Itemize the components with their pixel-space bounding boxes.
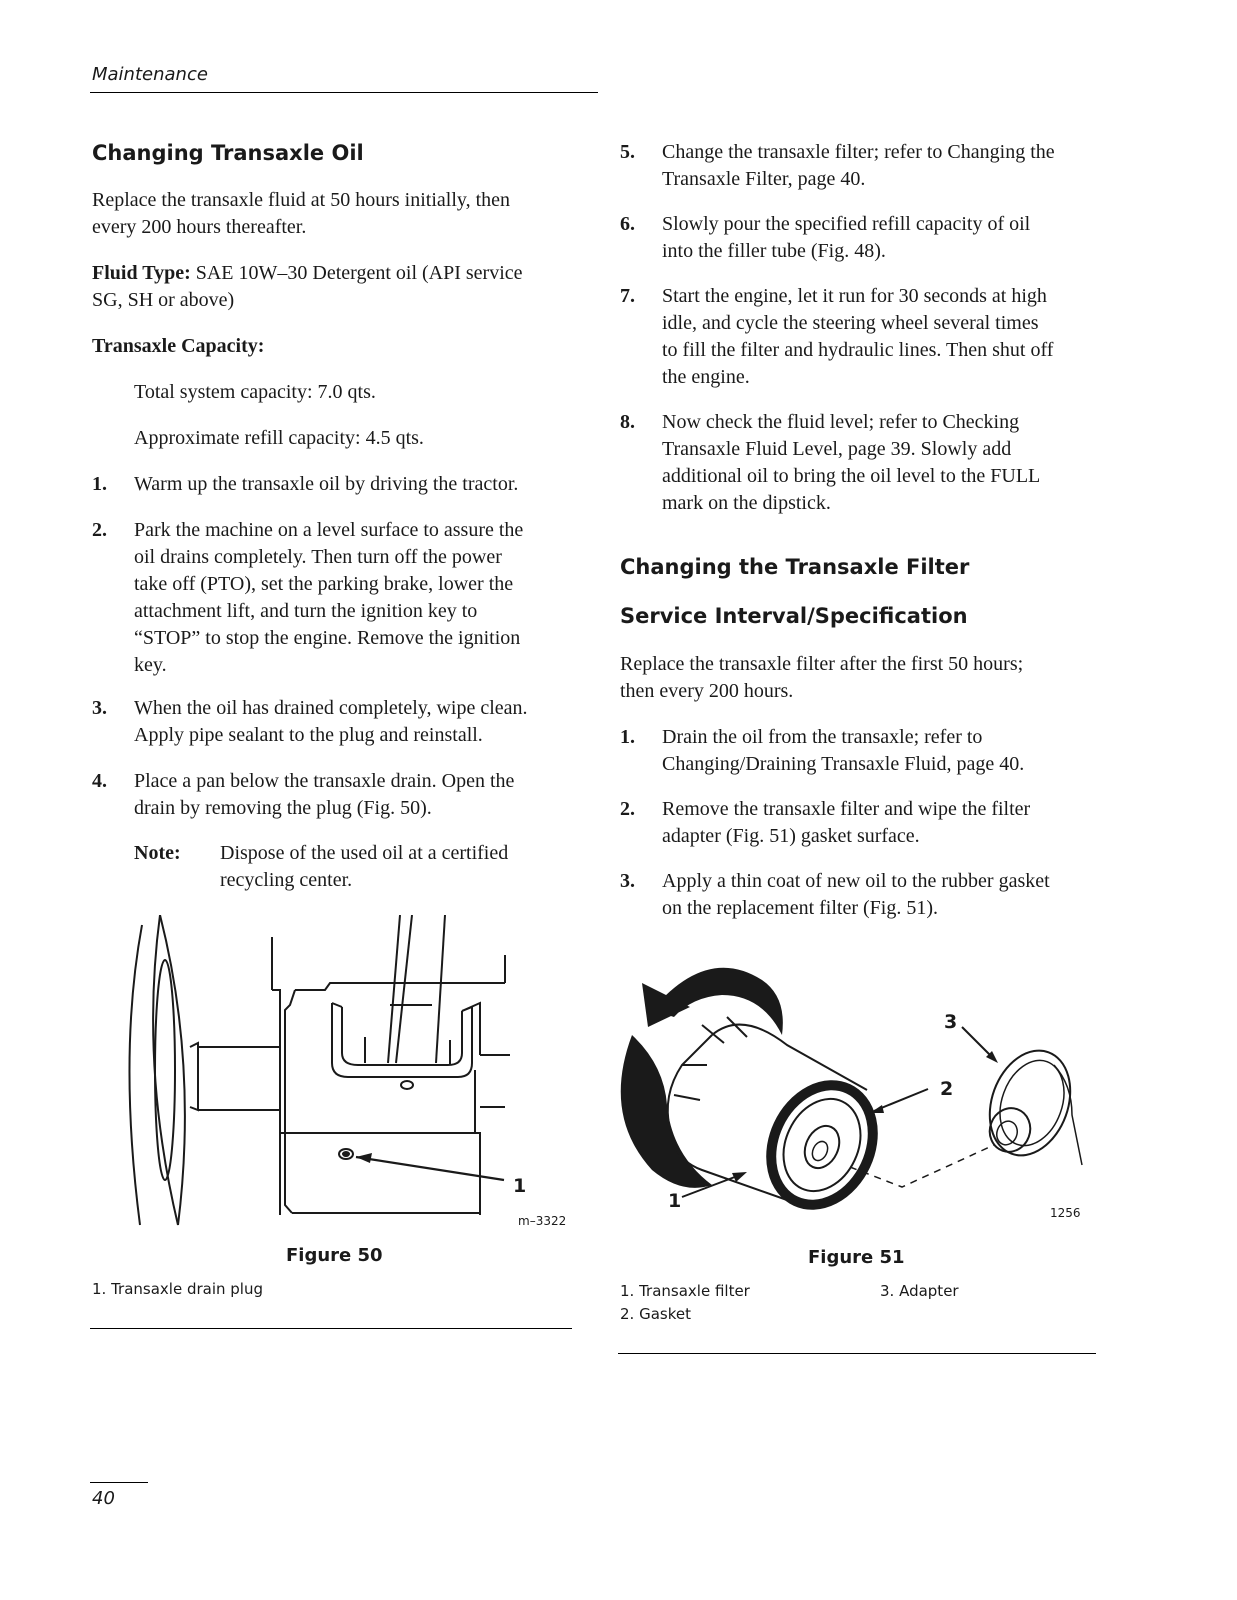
figure-50-legend: 1. Transaxle drain plug [92,1280,263,1298]
section-heading-transaxle-oil: Changing Transaxle Oil [92,141,364,165]
step-number: 3. [620,870,635,892]
figure-51-callout-3: 3 [944,1011,958,1033]
capacity-refill: Approximate refill capacity: 4.5 qts. [134,427,424,449]
step-number: 6. [620,213,635,235]
step-line: Slowly pour the specified refill capacity of oil [662,213,1031,235]
section-heading-transaxle-filter: Changing the Transaxle Filter [620,555,970,579]
figure-50-callout: 1 [513,1175,527,1197]
step-line: key. [134,654,167,676]
step-line: adapter (Fig. 51) gasket surface. [662,825,920,847]
intro-line: Replace the transaxle filter after the first 50 hours; [620,653,1024,675]
figure-51-caption: Figure 51 [808,1247,905,1268]
intro-line: Replace the transaxle fluid at 50 hours initially, then [92,189,511,211]
step-line: Park the machine on a level surface to assure the [134,519,524,541]
step-line: Now check the fluid level; refer to Checking [662,411,1020,433]
step-line: on the replacement filter (Fig. 51). [662,897,939,919]
footer-rule [90,1482,148,1483]
step-number: 1. [92,473,107,495]
step-number: 4. [92,770,107,792]
step-number: 8. [620,411,635,433]
fluid-type-label: Fluid Type: [92,262,191,284]
step-line: into the filler tube (Fig. 48). [662,240,886,262]
figure-50-caption: Figure 50 [286,1245,383,1266]
step-line: additional oil to bring the oil level to the FULL [662,465,1041,487]
step-number: 7. [620,285,635,307]
figure-51-legend-item: 2. Gasket [620,1305,691,1323]
note-label: Note: [134,842,181,864]
step-line: take off (PTO), set the parking brake, lower the [134,573,514,595]
figure-51-legend-item: 1. Transaxle filter [620,1282,750,1300]
step-line: Changing/Draining Transaxle Fluid, page 40. [662,753,1025,775]
step-line: Transaxle Fluid Level, page 39. Slowly add [662,438,1012,460]
figure-50-code: m–3322 [518,1214,567,1228]
step-line: Apply a thin coat of new oil to the rubber gasket [662,870,1050,892]
intro-line: every 200 hours thereafter. [92,216,307,238]
subheading-service-interval: Service Interval/Specification [620,604,968,628]
step-line: Place a pan below the transaxle drain. Open the [134,770,515,792]
step-line: Start the engine, let it run for 30 seconds at high [662,285,1047,307]
page-number: 40 [92,1488,115,1509]
step-line: to fill the filter and hydraulic lines. Then shut off [662,339,1054,361]
fluid-type-text: SAE 10W–30 Detergent oil (API service [190,262,523,284]
step-number: 1. [620,726,635,748]
step-line: Apply pipe sealant to the plug and reinstall. [134,724,483,746]
step-number: 2. [620,798,635,820]
step-line: drain by removing the plug (Fig. 50). [134,797,432,819]
step-line: mark on the dipstick. [662,492,831,514]
intro-paragraph [92,187,510,241]
step-line: oil drains completely. Then turn off the power [134,546,502,568]
step-line: Drain the oil from the transaxle; refer to [662,726,983,748]
step-number: 2. [92,519,107,541]
figure-51-illustration [612,955,1102,1230]
figure-51-code: 1256 [1050,1206,1081,1220]
header-rule [90,92,598,93]
running-header: Maintenance [92,64,208,85]
right-column-rule [618,1353,1096,1354]
filter-intro-paragraph [620,651,1023,705]
note-line: recycling center. [220,869,353,891]
capacity-total: Total system capacity: 7.0 qts. [134,381,376,403]
step-number: 5. [620,141,635,163]
step-line: When the oil has drained completely, wipe clean. [134,697,528,719]
step-number: 3. [92,697,107,719]
step-line: Change the transaxle filter; refer to Changing the [662,141,1055,163]
capacity-label: Transaxle Capacity: [92,335,265,357]
step-line: idle, and cycle the steering wheel several times [662,312,1039,334]
figure-51-callout-1: 1 [668,1190,682,1212]
intro-line: then every 200 hours. [620,680,794,702]
step-line: “STOP” to stop the engine. Remove the ignition [134,627,521,649]
step-line: Transaxle Filter, page 40. [662,168,866,190]
figure-51-callout-2: 2 [940,1078,954,1100]
left-column-rule [90,1328,572,1329]
step-line: Remove the transaxle filter and wipe the filter [662,798,1031,820]
note-line: Dispose of the used oil at a certified [220,842,509,864]
fluid-type-paragraph [92,260,523,314]
step-line: the engine. [662,366,750,388]
figure-50-illustration [120,915,575,1235]
fluid-type-text: SG, SH or above) [92,289,235,311]
step-line: attachment lift, and turn the ignition key to [134,600,478,622]
step-line: Warm up the transaxle oil by driving the tractor. [134,473,519,495]
figure-51-legend-item: 3. Adapter [880,1282,959,1300]
